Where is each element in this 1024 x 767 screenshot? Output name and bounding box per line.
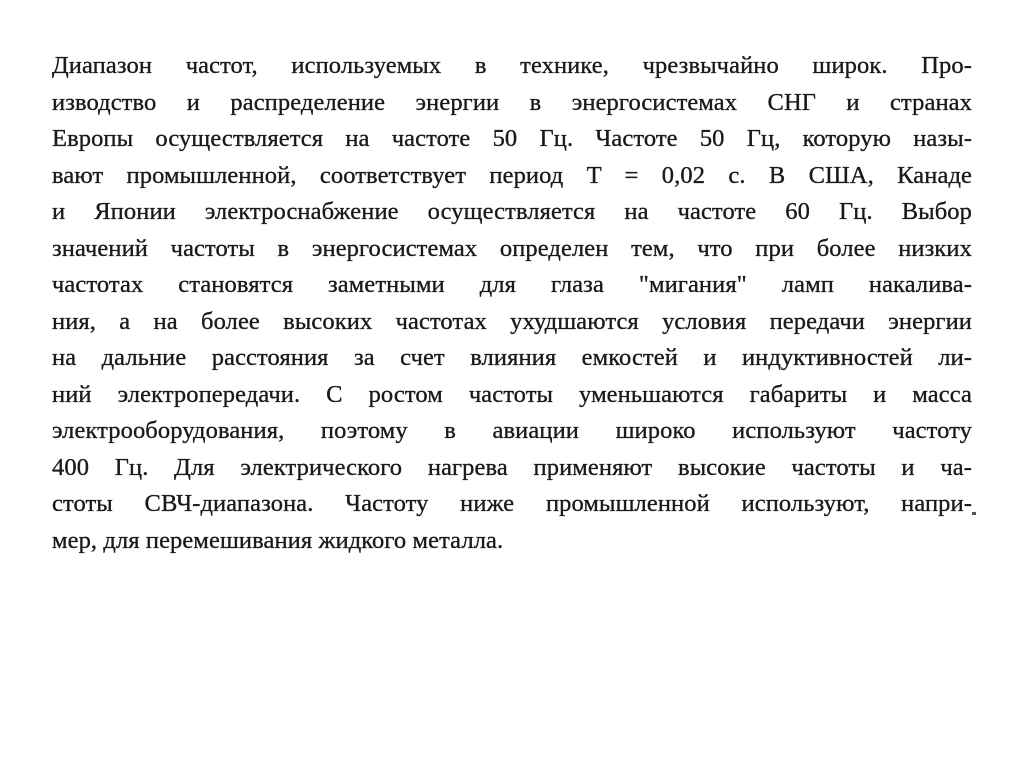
text-line: вают промышленной, соответствует период T = 0,02 с. В США, Канаде	[52, 161, 972, 189]
scan-artifact-mark	[972, 512, 976, 515]
text-line: на дальние расстояния за счет влияния емкостей и индуктивностей ли-	[52, 344, 972, 371]
text-line: частотах становятся заметными для глаза "мигания" ламп накалива-	[52, 271, 972, 298]
body-paragraph	[52, 48, 972, 559]
text-line: ния, а на более высоких частотах ухудшаются условия передачи энергии	[52, 307, 972, 335]
text-line: стоты СВЧ-диапазона. Частоту ниже промышленной используют, напри-	[52, 490, 972, 517]
text-line-last: мер, для перемешивания жидкого металла.	[52, 526, 504, 554]
text-line: и Японии электроснабжение осуществляется на частоте 60 Гц. Выбор	[52, 198, 972, 225]
text-line: ний электропередачи. С ростом частоты уменьшаются габариты и масса	[52, 380, 972, 408]
text-line: 400 Гц. Для электрического нагрева применяют высокие частоты и ча-	[52, 453, 972, 481]
text-line: значений частоты в энергосистемах определен тем, что при более низких	[52, 234, 972, 262]
text-line: Диапазон частот, используемых в технике, чрезвычайно широк. Про-	[52, 52, 972, 79]
text-line: Европы осуществляется на частоте 50 Гц. Частоте 50 Гц, которую назы-	[52, 125, 972, 152]
text-line: изводство и распределение энергии в энергосистемах СНГ и странах	[52, 88, 972, 116]
text-line: электрооборудования, поэтому в авиации широко используют частоту	[52, 417, 972, 444]
